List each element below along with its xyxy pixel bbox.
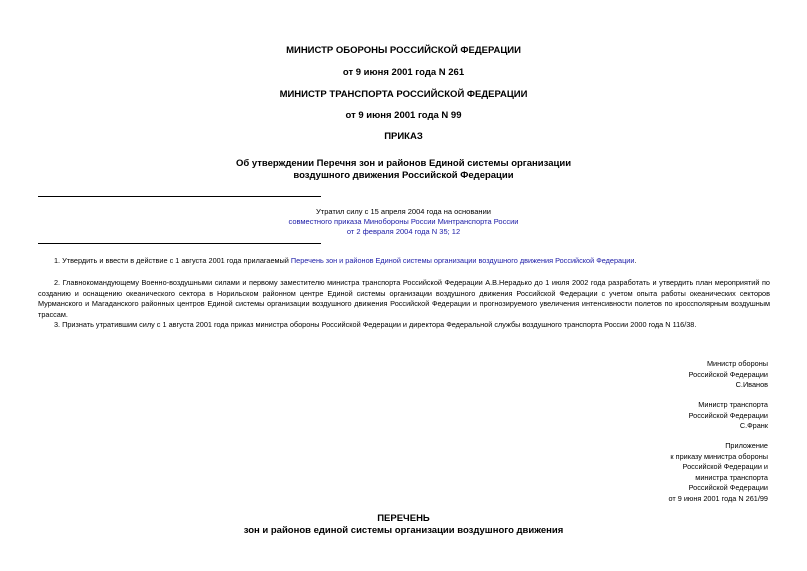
paragraph-3 bbox=[38, 320, 770, 331]
divider-bottom bbox=[38, 243, 321, 244]
paragraph-3-text: 3. Признать утратившим силу с 1 августа 2001 года приказ министра обороны Российской Федерации и директора Федеральной службы воздушного транспорта России 2000 года N 116/38. bbox=[54, 320, 697, 329]
document-title-line-2: воздушного движения Российской Федерации bbox=[293, 170, 514, 181]
lost-force-link-line-1[interactable] bbox=[0, 217, 807, 228]
divider-top bbox=[38, 196, 321, 197]
signature-transport-title: Министр транспорта bbox=[698, 400, 768, 409]
lost-force-note: Утратил силу с 15 апреля 2004 года на основании bbox=[316, 207, 491, 216]
header-ministry-defense: МИНИСТР ОБОРОНЫ РОССИЙСКОЙ ФЕДЕРАЦИИ bbox=[286, 45, 521, 56]
appendix-line-4: министра транспорта bbox=[695, 472, 768, 482]
appendix-line-3: Российской Федерации и bbox=[682, 462, 768, 471]
signature-defense bbox=[468, 359, 768, 391]
appendix-line-2: к приказу министра обороны bbox=[670, 451, 768, 461]
document-title-line-1: Об утверждении Перечня зон и районов Единой системы организации bbox=[235, 158, 572, 169]
paragraph-2 bbox=[38, 278, 770, 320]
signature-transport bbox=[468, 400, 768, 432]
paragraph-1 bbox=[38, 256, 770, 267]
header-ministry-transport: МИНИСТР ТРАНСПОРТА РОССИЙСКОЙ ФЕДЕРАЦИИ bbox=[279, 89, 528, 100]
signature-transport-country: Российской Федерации bbox=[688, 410, 768, 420]
paragraph-2-text: 2. Главнокомандующему Военно-воздушными силами и первому заместителю министра транспорта Российской Федерации А.В.Нерадько до 1 июля 2002 года разработать и утвердить план мероприятий по созданию и оснащению океанического сектора в Норильском районном центре Единой системы организации воздушного движения Российской Федерации с учетом опыта работы океанических секторов Мурманского и Магаданского районных центров Единой системы организации воздушного движения Российской Федерации и прогнозируемого увеличения интенсивности полетов по кроссполярным воздушным трассам. bbox=[38, 278, 770, 319]
lost-force-link-line-2[interactable] bbox=[0, 227, 807, 238]
paragraph-1-before: 1. Утвердить и ввести в действие с 1 августа 2001 года прилагаемый bbox=[54, 256, 291, 265]
header-transport-date: от 9 июня 2001 года N 99 bbox=[345, 110, 462, 121]
header-order: ПРИКАЗ bbox=[384, 131, 423, 142]
signature-transport-name: С.Франк bbox=[739, 421, 768, 430]
list-subtitle: зон и районов единой системы организации воздушного движения bbox=[243, 525, 564, 536]
lost-force-link-text-2[interactable]: от 2 февраля 2004 года N 35; 12 bbox=[346, 227, 461, 236]
signature-defense-name: С.Иванов bbox=[735, 380, 768, 389]
appendix-block bbox=[468, 441, 768, 504]
appendix-line-5: Российской Федерации bbox=[688, 483, 768, 492]
lost-force-link-text-1[interactable]: совместного приказа Минобороны России Минтранспорта России bbox=[288, 217, 519, 226]
signature-defense-title: Министр обороны bbox=[706, 359, 768, 368]
list-title: ПЕРЕЧЕНЬ bbox=[377, 513, 430, 524]
appendix-line-1: Приложение bbox=[725, 441, 768, 450]
paragraph-1-after: . bbox=[634, 256, 637, 265]
header-defense-date: от 9 июня 2001 года N 261 bbox=[342, 67, 465, 78]
signature-defense-country: Российской Федерации bbox=[688, 369, 768, 379]
list-link[interactable]: Перечень зон и районов Единой системы организации воздушного движения Российской Федерации bbox=[290, 256, 635, 265]
appendix-line-6: от 9 июня 2001 года N 261/99 bbox=[668, 493, 768, 503]
